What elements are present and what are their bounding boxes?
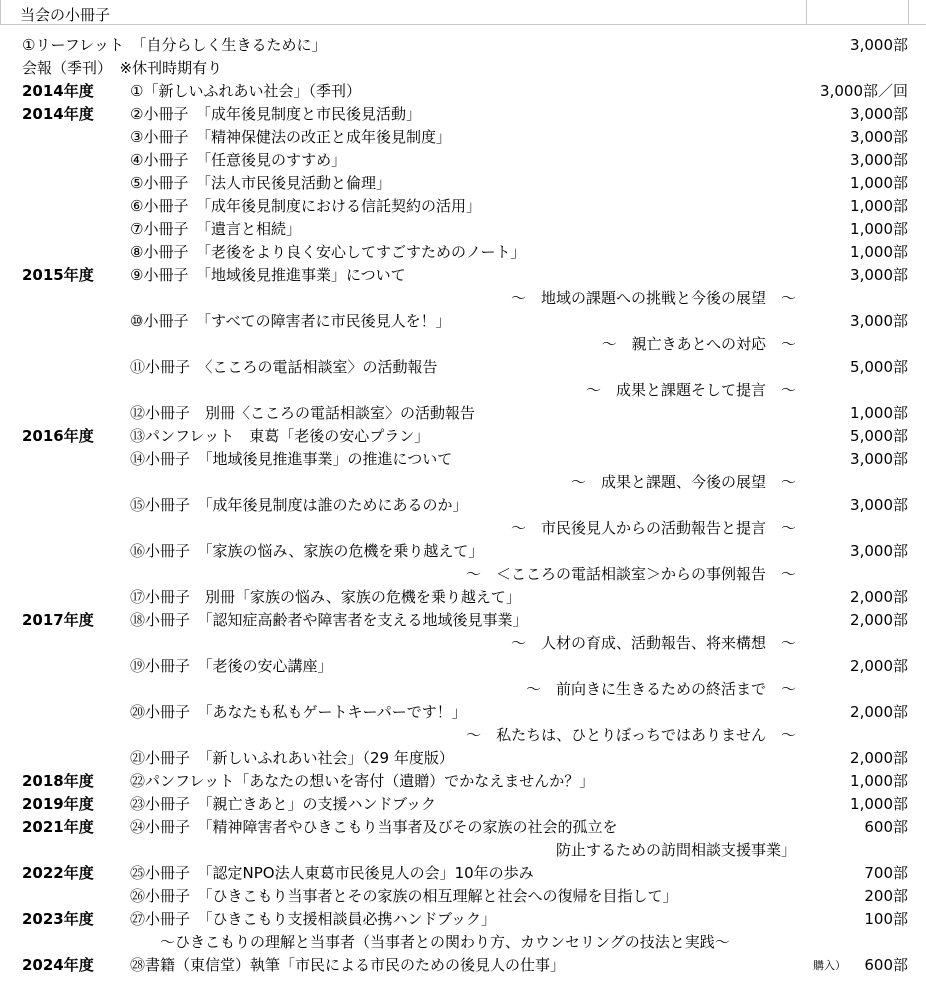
fiscal-year: 2017年度 [22,611,94,629]
list-item [0,770,926,793]
list-item [0,586,926,609]
list-item [0,908,926,931]
copies: 1,000部 [850,220,908,238]
item-title: ①「新しいふれあい社会」（季刊） [130,82,361,100]
copies: 600部 [864,956,908,974]
item-text: ①リーフレット 「自分らしく生きるために」 [22,36,327,54]
list-item [0,540,926,563]
item-title: ㉖小冊子 「ひきこもり当事者とその家族の相互理解と社会への復帰を目指して」 [130,887,678,905]
list-item [0,126,926,149]
item-title: ⑮小冊子 「成年後見制度は誰のためにあるのか」 [130,496,468,514]
item-title: ⑨小冊子 「地域後見推進事業」について [130,266,406,284]
list-item [0,241,926,264]
copies: 2,000部 [850,657,908,675]
grid-line [908,0,909,24]
copies: 5,000部 [850,427,908,445]
item-title: ④小冊子 「任意後見のすすめ」 [130,151,347,169]
copies: 1,000部 [850,795,908,813]
list-item [0,747,926,770]
list-item [0,862,926,885]
copies: 1,000部 [850,197,908,215]
list-item [0,448,926,471]
copies: 3,000部 [850,151,908,169]
item-text: 会報（季刊） ※休刊時期有り [22,59,223,77]
item-title: ⑫小冊子 別冊〈こころの電話相談室〉の活動報告 [130,404,476,422]
item-title: ㉗小冊子 「ひきこもり支援相談員必携ハンドブック」 [130,910,497,928]
item-title: ⑬パンフレット 東葛「老後の安心プラン」 [130,427,430,445]
item-note: 購入） [813,959,846,972]
copies: 3,000部 [850,496,908,514]
item-title: ㉘書籍（東信堂）執筆「市民による市民のための後見人の仕事」 [130,956,566,974]
list-item [0,402,926,425]
item-title: ⑤小冊子 「法人市民後見活動と倫理」 [130,174,391,192]
copies: 3,000部／回 [820,82,908,100]
item-title: ㉑小冊子 「新しいふれあい社会」（29 年度版） [130,749,454,767]
copies: 3,000部 [850,266,908,284]
copies: 2,000部 [850,749,908,767]
item-title: ㉔小冊子 「精神障害者やひきこもり当事者及びその家族の社会的孤立を [130,818,618,836]
item-title: ⑰小冊子 別冊「家族の悩み、家族の危機を乗り越えて」 [130,588,521,606]
fiscal-year: 2018年度 [22,772,94,790]
list-item [0,425,926,448]
item-subtitle: ～ 前向きに生きるための終活まで ～ [525,680,796,698]
item-title: ⑭小冊子 「地域後見推進事業」の推進について [130,450,453,468]
item-title: ⑧小冊子 「老後をより良く安心してすごすためのノート」 [130,243,526,261]
grid-line [0,0,1,24]
fiscal-year: 2014年度 [22,82,94,100]
item-subtitle: ～ 親亡きあとへの対応 ～ [601,335,796,353]
list-item [0,816,926,839]
item-subtitle: ～ 成果と課題、今後の展望 ～ [570,473,796,491]
item-title: ③小冊子 「精神保健法の改正と成年後見制度」 [130,128,451,146]
list-item [0,885,926,908]
list-item [0,172,926,195]
item-title: ㉒パンフレット「あなたの想いを寄付（遺贈）でかなえませんか？」 [130,772,595,790]
fiscal-year: 2015年度 [22,266,94,284]
item-title: ⑥小冊子 「成年後見制度における信託契約の活用」 [130,197,481,215]
page-title: 当会の小冊子 [20,6,111,24]
grid-line [0,24,926,25]
list-item [0,655,926,678]
copies: 2,000部 [850,588,908,606]
item-subtitle: ～ひきこもりの理解と当事者（当事者との関わり方、カウンセリングの技法と実践～ [160,933,730,951]
item-subtitle: ～ 人材の育成、活動報告、将来構想 ～ [510,634,796,652]
copies: 3,000部 [850,36,908,54]
fiscal-year: 2022年度 [22,864,94,882]
copies: 3,000部 [850,105,908,123]
list-item [0,264,926,287]
item-subtitle: ～ 私たちは、ひとりぼっちではありません ～ [466,726,796,744]
list-item [0,333,926,356]
list-item [0,471,926,494]
list-item [0,678,926,701]
copies: 3,000部 [850,312,908,330]
publication-list [0,34,926,977]
list-item [0,724,926,747]
list-item [0,517,926,540]
fiscal-year: 2021年度 [22,818,94,836]
list-item [0,379,926,402]
list-item [0,563,926,586]
fiscal-year: 2024年度 [22,956,94,974]
item-title: ⑱小冊子 「認知症高齢者や障害者を支える地域後見事業」 [130,611,528,629]
item-title: ⑩小冊子 「すべての障害者に市民後見人を！」 [130,312,451,330]
list-item [0,954,926,977]
item-title: ⑪小冊子 〈こころの電話相談室〉の活動報告 [130,358,438,376]
list-item [0,310,926,333]
copies: 100部 [864,910,908,928]
list-item [0,793,926,816]
list-item [0,34,926,57]
item-title: ⑲小冊子 「老後の安心講座」 [130,657,333,675]
list-item [0,701,926,724]
list-item [0,149,926,172]
item-title: ⑦小冊子 「遺言と相続」 [130,220,301,238]
item-subtitle: 防止するための訪問相談支援事業」 [555,841,796,859]
item-subtitle: ～ ＜こころの電話相談室＞からの事例報告 ～ [465,565,796,583]
list-item [0,195,926,218]
copies: 700部 [864,864,908,882]
copies: 5,000部 [850,358,908,376]
copies: 2,000部 [850,703,908,721]
list-item [0,494,926,517]
item-title: ②小冊子 「成年後見制度と市民後見活動」 [130,105,421,123]
list-item [0,356,926,379]
list-item [0,80,926,103]
copies: 2,000部 [850,611,908,629]
copies: 3,000部 [850,450,908,468]
item-title: ⑳小冊子 「あなたも私もゲートキーパーです！」 [130,703,467,721]
item-title: ㉕小冊子 「認定NPO法人東葛市民後見人の会」10年の歩み [130,864,534,882]
list-item [0,103,926,126]
list-item [0,218,926,241]
fiscal-year: 2019年度 [22,795,94,813]
item-subtitle: ～ 地域の課題への挑戦と今後の展望 ～ [510,289,796,307]
fiscal-year: 2014年度 [22,105,94,123]
copies: 1,000部 [850,174,908,192]
grid-line [806,0,807,24]
copies: 1,000部 [850,404,908,422]
list-item [0,57,926,80]
copies: 600部 [864,818,908,836]
copies: 1,000部 [850,772,908,790]
copies: 200部 [864,887,908,905]
item-subtitle: ～ 成果と課題そして提言 ～ [585,381,796,399]
copies: 1,000部 [850,243,908,261]
list-item [0,632,926,655]
item-title: ⑯小冊子 「家族の悩み、家族の危機を乗り越えて」 [130,542,484,560]
fiscal-year: 2016年度 [22,427,94,445]
item-subtitle: ～ 市民後見人からの活動報告と提言 ～ [510,519,796,537]
list-item [0,839,926,862]
list-item [0,287,926,310]
list-item [0,609,926,632]
copies: 3,000部 [850,542,908,560]
item-title: ㉓小冊子 「親亡きあと」の支援ハンドブック [130,795,437,813]
fiscal-year: 2023年度 [22,910,94,928]
list-item [0,931,926,954]
copies: 3,000部 [850,128,908,146]
